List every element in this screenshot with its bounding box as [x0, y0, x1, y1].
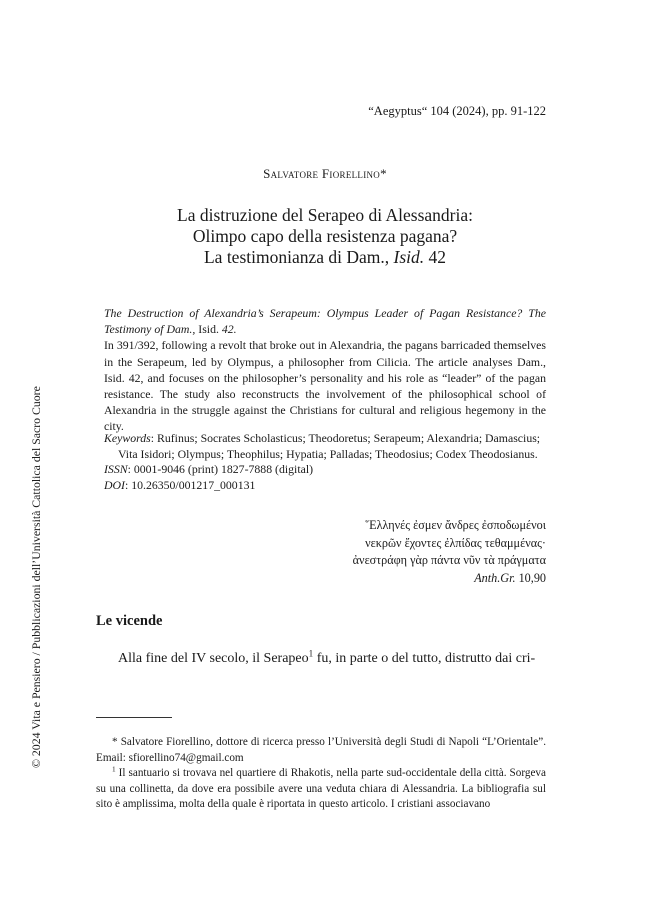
article-title	[0, 205, 650, 268]
title-line-3: La testimonianza di Dam., Isid. 42	[203, 247, 447, 267]
abstract-title: The Destruction of Alexandria’s Serapeum: Olympus Leader of Pagan Resistance? The Testimony of Dam., Isid. 42.	[104, 306, 546, 337]
footnote-ref[interactable]: 1	[308, 648, 314, 659]
section-heading: Le vicende	[96, 613, 163, 629]
doi: DOI: 10.26350/001217_000131	[104, 477, 256, 492]
abstract	[104, 305, 546, 435]
body-paragraph: Alla fine del IV secolo, il Serapeo$^1$ fu, in parte o del tutto, distrutto dai cri-	[118, 648, 536, 666]
footnote-author: * Salvatore Fiorellino, dottore di ricerca presso l’Università degli Studi di Napoli “L’Orientale”. Email: sfiorellino74@gmail.com	[96, 736, 546, 764]
epigraph-line-3: ἀνεστράφη γὰρ πάντα νῦν τὰ πράγματα	[352, 553, 546, 567]
keywords-cont: Vita Isidori; Olympus; Theophilus; Hypatia; Palladas; Theodosius; Codex Theodosianus.	[118, 446, 538, 461]
title-line-1: La distruzione del Serapeo di Alessandria:	[177, 205, 473, 225]
epigraph-source: Anth.Gr. 10,90	[474, 570, 546, 585]
journal-header: “Aegyptus“ 104 (2024), pp. 91-122	[368, 104, 546, 118]
title-line-2: Olimpo capo della resistenza pagana?	[192, 226, 458, 246]
footnotes	[96, 735, 546, 813]
footnote-separator	[96, 717, 172, 718]
epigraph	[353, 517, 546, 587]
keywords: Keywords: Rufinus; Socrates Scholasticus; Theodoretus; Serapeum; Alexandria; Damascius;	[104, 431, 541, 445]
abstract-body: In 391/392, following a revolt that broke out in Alexandria, the pagans barricaded themselves in the Serapeum, led by Olympus, a philosopher from Cilicia. The article analyses Dam., Isid. 42, and focuses on the philosopher’s personality and his role as “leader” of the pagan resistance. The study also reconstructs the involvement of the philosophical school of Alexandria in the struggle against the Christians for cultural and religious hegemony in the city.	[104, 338, 546, 434]
issn: ISSN: 0001-9046 (print) 1827-7888 (digital)	[104, 462, 314, 476]
author-name: Salvatore Fiorellino*	[263, 166, 387, 181]
copyright-sidenote: © 2024 Vita e Pensiero / Pubblicazioni dell’Università Cattolica del Sacro Cuore	[29, 386, 43, 768]
epigraph-line-2: νεκρῶν ἔχοντες ἐλπίδας τεθαμμένας·	[365, 535, 546, 550]
epigraph-line-1: ῞Ελληνές ἐσμεν ἄνδρες ἐσποδωμένοι	[365, 518, 546, 532]
footnote-1: $^1$ Il santuario si trovava nel quartiere di Rhakotis, nella parte sud-occidentale della città. Sorgeva su una collinetta, da dove era possibile avere una veduta chiara di Alessandria. La bibliografia sul sito è amplissima, molta della quale è riportata in questo articolo. I cristiani associavano	[96, 765, 546, 810]
keywords-block	[104, 431, 546, 493]
